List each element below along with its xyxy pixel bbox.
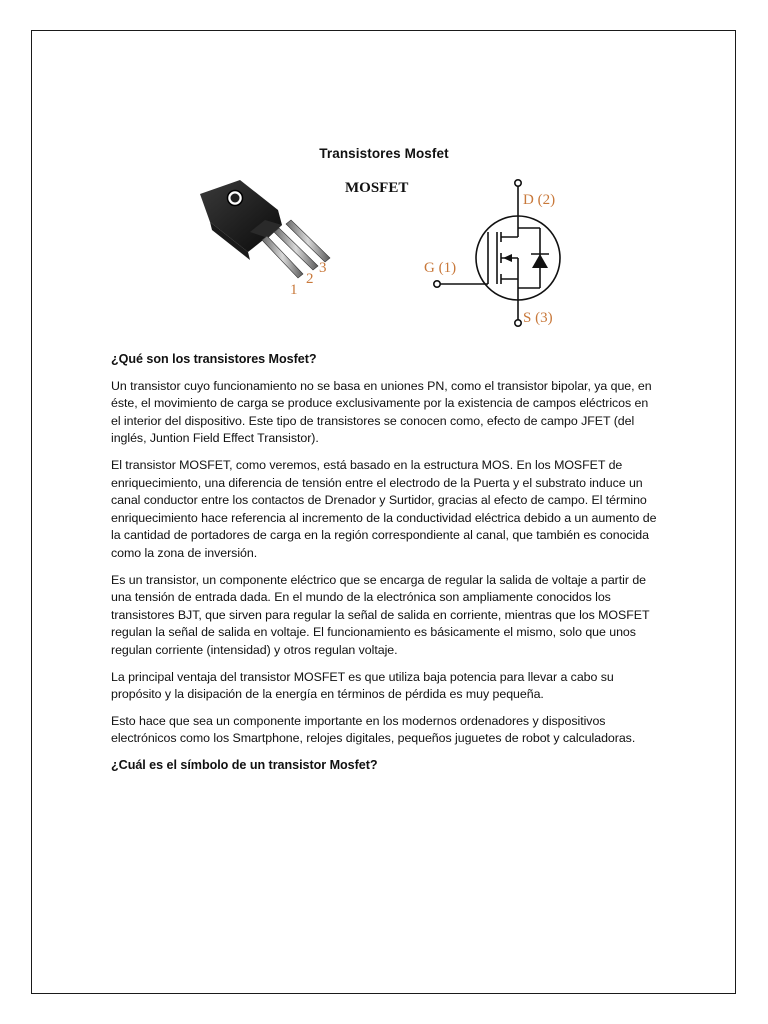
pin-label-3: 3 — [319, 260, 327, 276]
mosfet-package-icon — [200, 180, 330, 298]
paragraph-3: Es un transistor, un componente eléctrico que se encarga de regular la salida de voltaje a partir de una tensión de entrada dada. En el mundo de la electrónica son ampliamente conocidos los transistores BJT, que sirven para regular la señal de salida en corriente, mientras que los MOSFET regulan la señal de salida en voltaje. El funcionamiento es básicamente el mismo, solo que unos regulan corriente (intensidad) y otros regulan voltaje. — [111, 572, 650, 657]
pin-label-2: 2 — [306, 271, 314, 287]
drain-label: D (2) — [523, 192, 556, 208]
paragraph-4: La principal ventaja del transistor MOSFET es que utiliza baja potencia para llevar a cabo su propósito y la disipación de la energía en términos de pérdida es muy pequeña. — [111, 669, 614, 702]
document-title: Transistores Mosfet — [319, 146, 449, 161]
paragraph-5: Esto hace que sea un componente importante en los modernos ordenadores y dispositivos electrónicos como los Smartphone, relojes digitales, pequeños juguetes de robot y calculadoras. — [111, 713, 636, 746]
section-heading-symbol: ¿Cuál es el símbolo de un transistor Mosfet? — [111, 757, 378, 772]
figure-heading: MOSFET — [345, 180, 409, 196]
mosfet-figure — [190, 170, 570, 340]
gate-label: G (1) — [424, 260, 457, 276]
pin-label-1: 1 — [290, 282, 298, 298]
paragraph-2: El transistor MOSFET, como veremos, está basado en la estructura MOS. En los MOSFET de enriquecimiento, una diferencia de tensión entre el electrodo de la Puerta y el substrato induce un canal conductor entre los contactos de Drenador y Surtidor, gracias al efecto de campo. El término enriquecimiento hace referencia al incremento de la conductividad eléctrica debido a un aumento de la cantidad de portadores de carga en la región correspondiente al canal, que también es conocida como la zona de inversión. — [111, 457, 657, 560]
source-label: S (3) — [523, 310, 553, 326]
paragraph-1: Un transistor cuyo funcionamiento no se basa en uniones PN, como el transistor bipolar, ya que, en éste, el movimiento de carga se produce exclusivamente por la existencia de campos eléctricos en el interior del dispositivo. Este tipo de transistores se conocen como, efecto de campo JFET (del inglés, Juntion Field Effect Transistor). — [111, 378, 652, 446]
section-heading-what-are: ¿Qué son los transistores Mosfet? — [111, 352, 317, 366]
document-body — [111, 351, 661, 783]
mosfet-illustration — [190, 170, 570, 340]
